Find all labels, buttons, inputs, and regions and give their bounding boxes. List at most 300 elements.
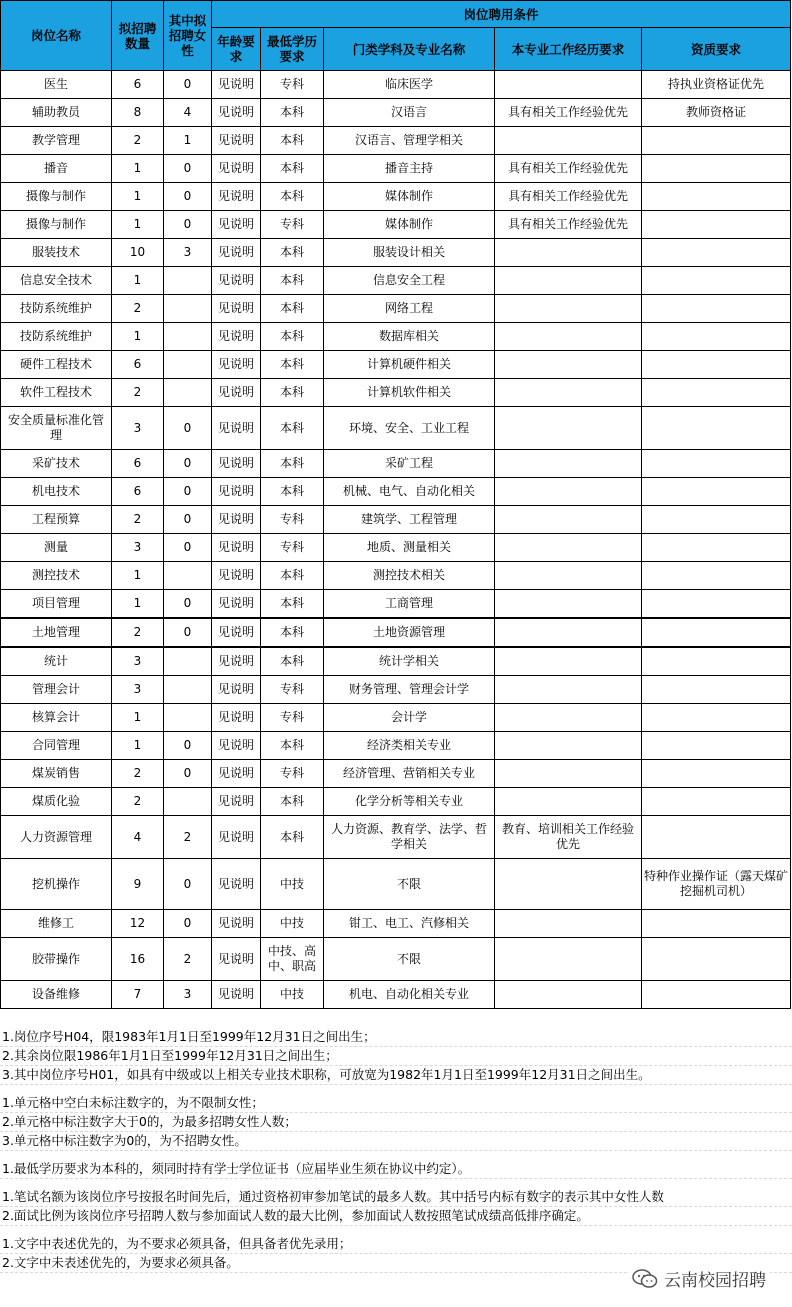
table-row [1, 647, 791, 676]
cell-experience [495, 938, 642, 981]
cell-major: 不限 [324, 859, 495, 910]
cell-count: 1 [112, 267, 164, 295]
cell-count: 6 [112, 450, 164, 478]
cell-experience [495, 760, 642, 788]
table-row [1, 239, 791, 267]
cell-position: 硬件工程技术 [1, 351, 112, 379]
note-spacer [0, 1151, 792, 1160]
cell-qualification [642, 732, 791, 760]
cell-experience [495, 647, 642, 676]
cell-experience [495, 506, 642, 534]
cell-female: 0 [164, 155, 212, 183]
cell-position: 工程预算 [1, 506, 112, 534]
cell-count: 1 [112, 211, 164, 239]
header-age: 年龄要求 [212, 28, 261, 71]
cell-position: 辅助教员 [1, 99, 112, 127]
cell-qualification [642, 534, 791, 562]
cell-female: 3 [164, 981, 212, 1009]
cell-experience [495, 788, 642, 816]
cell-experience [495, 859, 642, 910]
table-row [1, 267, 791, 295]
cell-experience: 具有相关工作经验优先 [495, 211, 642, 239]
cell-position: 医生 [1, 71, 112, 99]
cell-age: 见说明 [212, 211, 261, 239]
cell-female: 0 [164, 760, 212, 788]
cell-major: 汉语言、管理学相关 [324, 127, 495, 155]
cell-count: 10 [112, 239, 164, 267]
cell-count: 2 [112, 618, 164, 647]
cell-qualification [642, 239, 791, 267]
cell-experience [495, 732, 642, 760]
cell-major: 经济管理、营销相关专业 [324, 760, 495, 788]
cell-experience [495, 351, 642, 379]
cell-female [164, 704, 212, 732]
cell-position: 摄像与制作 [1, 183, 112, 211]
cell-age: 见说明 [212, 859, 261, 910]
cell-education: 本科 [261, 478, 324, 506]
cell-female [164, 295, 212, 323]
table-row [1, 732, 791, 760]
cell-female: 0 [164, 407, 212, 450]
cell-age: 见说明 [212, 704, 261, 732]
cell-age: 见说明 [212, 506, 261, 534]
cell-qualification [642, 788, 791, 816]
table-row [1, 351, 791, 379]
cell-female: 0 [164, 534, 212, 562]
cell-count: 12 [112, 910, 164, 938]
cell-age: 见说明 [212, 267, 261, 295]
cell-age: 见说明 [212, 816, 261, 859]
cell-age: 见说明 [212, 407, 261, 450]
cell-count: 1 [112, 562, 164, 590]
cell-count: 2 [112, 506, 164, 534]
cell-age: 见说明 [212, 788, 261, 816]
cell-education: 专科 [261, 676, 324, 704]
cell-major: 环境、安全、工业工程 [324, 407, 495, 450]
cell-female: 4 [164, 99, 212, 127]
cell-education: 本科 [261, 450, 324, 478]
cell-experience: 具有相关工作经验优先 [495, 99, 642, 127]
cell-count: 8 [112, 99, 164, 127]
header-conditions-group: 岗位聘用条件 [212, 1, 791, 28]
cell-age: 见说明 [212, 295, 261, 323]
cell-position: 软件工程技术 [1, 379, 112, 407]
cell-education: 本科 [261, 239, 324, 267]
note-line: 1.单元格中空白未标注数字的，为不限制女性； [0, 1094, 792, 1113]
table-row [1, 788, 791, 816]
table-row [1, 127, 791, 155]
cell-count: 1 [112, 590, 164, 619]
cell-major: 信息安全工程 [324, 267, 495, 295]
cell-major: 计算机硬件相关 [324, 351, 495, 379]
cell-qualification [642, 450, 791, 478]
cell-qualification [642, 506, 791, 534]
cell-education: 中技 [261, 859, 324, 910]
cell-education: 本科 [261, 183, 324, 211]
cell-education: 专科 [261, 506, 324, 534]
cell-experience [495, 478, 642, 506]
note-line: 3.其中岗位序号H01，如具有中级或以上相关专业技术职称，可放宽为1982年1月1日至1999年12月31日之间出生。 [0, 1066, 792, 1085]
table-row [1, 71, 791, 99]
cell-count: 1 [112, 732, 164, 760]
cell-position: 安全质量标准化管理 [1, 407, 112, 450]
cell-female [164, 323, 212, 351]
cell-position: 摄像与制作 [1, 211, 112, 239]
cell-age: 见说明 [212, 351, 261, 379]
cell-count: 1 [112, 323, 164, 351]
cell-count: 1 [112, 183, 164, 211]
cell-position: 人力资源管理 [1, 816, 112, 859]
note-line: 2.面试比例为该岗位序号招聘人数与参加面试人数的最大比例，参加面试人数按照笔试成绩高低排序确定。 [0, 1207, 792, 1226]
cell-count: 3 [112, 407, 164, 450]
table-row [1, 562, 791, 590]
table-row [1, 981, 791, 1009]
cell-qualification [642, 323, 791, 351]
cell-count: 3 [112, 676, 164, 704]
note-group [0, 1160, 792, 1179]
cell-experience [495, 127, 642, 155]
cell-qualification: 持执业资格证优先 [642, 71, 791, 99]
note-spacer [0, 1179, 792, 1188]
table-row [1, 590, 791, 619]
table-row [1, 938, 791, 981]
cell-age: 见说明 [212, 239, 261, 267]
cell-position: 采矿技术 [1, 450, 112, 478]
cell-major: 化学分析等相关专业 [324, 788, 495, 816]
cell-education: 中技、高中、职高 [261, 938, 324, 981]
cell-position: 服装技术 [1, 239, 112, 267]
cell-count: 2 [112, 127, 164, 155]
cell-count: 2 [112, 295, 164, 323]
table-row [1, 618, 791, 647]
cell-count: 2 [112, 788, 164, 816]
cell-age: 见说明 [212, 478, 261, 506]
cell-position: 维修工 [1, 910, 112, 938]
cell-education: 本科 [261, 562, 324, 590]
cell-major: 媒体制作 [324, 211, 495, 239]
cell-age: 见说明 [212, 323, 261, 351]
cell-count: 2 [112, 760, 164, 788]
cell-education: 本科 [261, 351, 324, 379]
cell-education: 中技 [261, 981, 324, 1009]
cell-age: 见说明 [212, 155, 261, 183]
cell-position: 煤质化验 [1, 788, 112, 816]
cell-female: 2 [164, 938, 212, 981]
cell-qualification [642, 183, 791, 211]
cell-education: 本科 [261, 816, 324, 859]
note-group [0, 1094, 792, 1151]
cell-age: 见说明 [212, 183, 261, 211]
cell-position: 合同管理 [1, 732, 112, 760]
cell-female: 0 [164, 732, 212, 760]
cell-experience: 具有相关工作经验优先 [495, 183, 642, 211]
cell-age: 见说明 [212, 732, 261, 760]
cell-position: 核算会计 [1, 704, 112, 732]
cell-qualification [642, 676, 791, 704]
cell-position: 管理会计 [1, 676, 112, 704]
cell-age: 见说明 [212, 590, 261, 619]
cell-female: 0 [164, 71, 212, 99]
cell-major: 钳工、电工、汽修相关 [324, 910, 495, 938]
cell-count: 2 [112, 379, 164, 407]
cell-experience [495, 562, 642, 590]
header-position: 岗位名称 [1, 1, 112, 71]
table-row [1, 183, 791, 211]
cell-female [164, 267, 212, 295]
cell-female: 0 [164, 910, 212, 938]
cell-education: 本科 [261, 127, 324, 155]
cell-education: 本科 [261, 267, 324, 295]
cell-position: 信息安全技术 [1, 267, 112, 295]
cell-major: 网络工程 [324, 295, 495, 323]
note-line: 2.单元格中标注数字大于0的，为最多招聘女性人数； [0, 1113, 792, 1132]
cell-female [164, 562, 212, 590]
cell-qualification [642, 647, 791, 676]
cell-qualification [642, 704, 791, 732]
cell-major: 播音主持 [324, 155, 495, 183]
cell-position: 机电技术 [1, 478, 112, 506]
cell-age: 见说明 [212, 910, 261, 938]
header-female: 其中拟招聘女性 [164, 1, 212, 71]
note-line: 1.岗位序号H04，限1983年1月1日至1999年12月31日之间出生； [0, 1028, 792, 1047]
cell-female [164, 379, 212, 407]
cell-education: 专科 [261, 760, 324, 788]
cell-age: 见说明 [212, 647, 261, 676]
cell-education: 本科 [261, 407, 324, 450]
table-row [1, 760, 791, 788]
cell-major: 土地资源管理 [324, 618, 495, 647]
cell-education: 专科 [261, 704, 324, 732]
note-spacer [0, 1085, 792, 1094]
table-row [1, 676, 791, 704]
cell-major: 机电、自动化相关专业 [324, 981, 495, 1009]
cell-major: 建筑学、工程管理 [324, 506, 495, 534]
note-line: 1.笔试名额为该岗位序号按报名时间先后，通过资格初审参加笔试的最多人数。其中括号内标有数字的表示其中女性人数 [0, 1188, 792, 1207]
cell-qualification [642, 618, 791, 647]
table-row [1, 323, 791, 351]
cell-education: 本科 [261, 323, 324, 351]
header-major: 门类学科及专业名称 [324, 28, 495, 71]
cell-education: 专科 [261, 71, 324, 99]
note-group [0, 1188, 792, 1226]
cell-major: 临床医学 [324, 71, 495, 99]
cell-female: 0 [164, 211, 212, 239]
cell-education: 本科 [261, 647, 324, 676]
watermark-text: 云南校园招聘 [664, 1271, 766, 1291]
cell-position: 测量 [1, 534, 112, 562]
cell-education: 本科 [261, 99, 324, 127]
cell-experience [495, 910, 642, 938]
cell-major: 财务管理、管理会计学 [324, 676, 495, 704]
cell-count: 1 [112, 155, 164, 183]
cell-qualification [642, 816, 791, 859]
cell-education: 本科 [261, 618, 324, 647]
cell-education: 本科 [261, 732, 324, 760]
cell-experience: 教育、培训相关工作经验优先 [495, 816, 642, 859]
cell-major: 数据库相关 [324, 323, 495, 351]
cell-age: 见说明 [212, 379, 261, 407]
cell-age: 见说明 [212, 127, 261, 155]
cell-age: 见说明 [212, 618, 261, 647]
cell-age: 见说明 [212, 760, 261, 788]
cell-position: 播音 [1, 155, 112, 183]
cell-position: 土地管理 [1, 618, 112, 647]
cell-age: 见说明 [212, 981, 261, 1009]
cell-female: 0 [164, 450, 212, 478]
cell-experience [495, 267, 642, 295]
cell-count: 3 [112, 534, 164, 562]
table-row [1, 816, 791, 859]
cell-female: 0 [164, 478, 212, 506]
cell-major: 地质、测量相关 [324, 534, 495, 562]
cell-female: 0 [164, 590, 212, 619]
header-count: 拟招聘数量 [112, 1, 164, 71]
cell-count: 1 [112, 704, 164, 732]
cell-female [164, 676, 212, 704]
cell-qualification [642, 351, 791, 379]
cell-experience [495, 407, 642, 450]
cell-female: 0 [164, 506, 212, 534]
cell-qualification [642, 590, 791, 619]
cell-female [164, 788, 212, 816]
cell-qualification [642, 478, 791, 506]
note-line: 2.其余岗位限1986年1月1日至1999年12月31日之间出生； [0, 1047, 792, 1066]
cell-age: 见说明 [212, 534, 261, 562]
cell-major: 会计学 [324, 704, 495, 732]
header-education: 最低学历要求 [261, 28, 324, 71]
cell-position: 设备维修 [1, 981, 112, 1009]
table-row [1, 704, 791, 732]
wechat-icon [632, 1269, 658, 1289]
note-line: 1.最低学历要求为本科的，须同时持有学士学位证书（应届毕业生须在协议中约定）。 [0, 1160, 792, 1179]
table-row [1, 99, 791, 127]
cell-education: 本科 [261, 590, 324, 619]
note-line: 3.单元格中标注数字为0的，为不招聘女性。 [0, 1132, 792, 1151]
cell-experience [495, 981, 642, 1009]
cell-major: 媒体制作 [324, 183, 495, 211]
table-row [1, 859, 791, 910]
cell-female: 0 [164, 859, 212, 910]
cell-experience [495, 71, 642, 99]
cell-female: 1 [164, 127, 212, 155]
cell-experience [495, 618, 642, 647]
cell-experience: 具有相关工作经验优先 [495, 155, 642, 183]
cell-position: 统计 [1, 647, 112, 676]
cell-major: 统计学相关 [324, 647, 495, 676]
cell-experience [495, 295, 642, 323]
cell-major: 经济类相关专业 [324, 732, 495, 760]
cell-qualification [642, 910, 791, 938]
cell-count: 3 [112, 647, 164, 676]
table-row [1, 506, 791, 534]
cell-major: 计算机软件相关 [324, 379, 495, 407]
cell-major: 机械、电气、自动化相关 [324, 478, 495, 506]
cell-position: 技防系统维护 [1, 295, 112, 323]
cell-major: 人力资源、教育学、法学、哲学相关 [324, 816, 495, 859]
cell-education: 本科 [261, 155, 324, 183]
table-row [1, 450, 791, 478]
table-header [1, 1, 791, 71]
cell-experience [495, 239, 642, 267]
cell-age: 见说明 [212, 938, 261, 981]
cell-female: 3 [164, 239, 212, 267]
cell-experience [495, 450, 642, 478]
cell-qualification [642, 981, 791, 1009]
header-experience: 本专业工作经历要求 [495, 28, 642, 71]
cell-female [164, 647, 212, 676]
cell-qualification [642, 267, 791, 295]
cell-experience [495, 704, 642, 732]
cell-education: 本科 [261, 295, 324, 323]
cell-position: 教学管理 [1, 127, 112, 155]
note-line: 1.文字中表述优先的，为不要求必须具备，但具备者优先录用； [0, 1235, 792, 1254]
cell-major: 汉语言 [324, 99, 495, 127]
cell-count: 6 [112, 351, 164, 379]
cell-female [164, 351, 212, 379]
table-body [1, 71, 791, 1009]
cell-education: 专科 [261, 534, 324, 562]
header-qualification: 资质要求 [642, 28, 791, 71]
cell-major: 不限 [324, 938, 495, 981]
cell-qualification [642, 407, 791, 450]
cell-count: 16 [112, 938, 164, 981]
cell-education: 中技 [261, 910, 324, 938]
cell-education: 专科 [261, 211, 324, 239]
table-row [1, 295, 791, 323]
cell-qualification: 教师资格证 [642, 99, 791, 127]
cell-experience [495, 379, 642, 407]
table-row [1, 407, 791, 450]
cell-qualification [642, 760, 791, 788]
cell-count: 9 [112, 859, 164, 910]
note-line: 2.文字中未表述优先的，为要求必须具备。 [0, 1254, 792, 1273]
cell-age: 见说明 [212, 99, 261, 127]
cell-experience [495, 676, 642, 704]
table-row [1, 155, 791, 183]
cell-age: 见说明 [212, 676, 261, 704]
cell-major: 采矿工程 [324, 450, 495, 478]
table-row [1, 211, 791, 239]
cell-qualification [642, 127, 791, 155]
cell-position: 技防系统维护 [1, 323, 112, 351]
table-row [1, 478, 791, 506]
cell-female: 0 [164, 183, 212, 211]
cell-qualification [642, 211, 791, 239]
cell-qualification [642, 155, 791, 183]
cell-female: 2 [164, 816, 212, 859]
cell-experience [495, 323, 642, 351]
cell-count: 7 [112, 981, 164, 1009]
cell-qualification: 特种作业操作证（露天煤矿挖掘机司机） [642, 859, 791, 910]
cell-count: 6 [112, 71, 164, 99]
cell-count: 6 [112, 478, 164, 506]
cell-qualification [642, 295, 791, 323]
cell-qualification [642, 938, 791, 981]
cell-major: 服装设计相关 [324, 239, 495, 267]
table-row [1, 534, 791, 562]
table-row [1, 379, 791, 407]
cell-education: 本科 [261, 788, 324, 816]
cell-qualification [642, 379, 791, 407]
cell-female: 0 [164, 618, 212, 647]
cell-experience [495, 534, 642, 562]
note-group [0, 1028, 792, 1085]
cell-age: 见说明 [212, 450, 261, 478]
cell-education: 本科 [261, 379, 324, 407]
note-spacer [0, 1226, 792, 1235]
cell-count: 4 [112, 816, 164, 859]
cell-age: 见说明 [212, 71, 261, 99]
